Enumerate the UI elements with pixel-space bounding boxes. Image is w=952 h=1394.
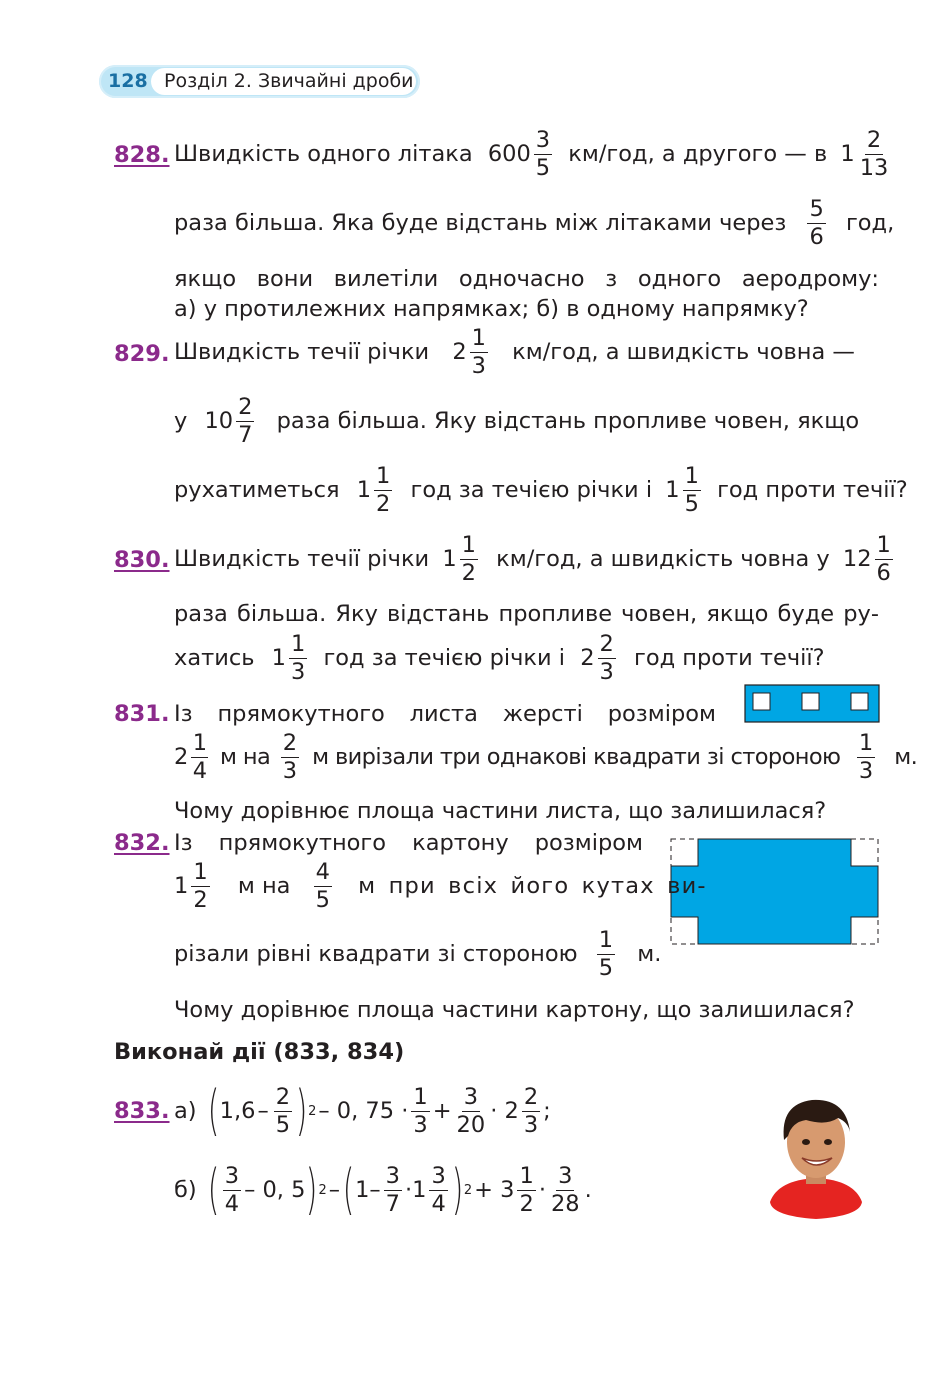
- p830-line1: Швидкість течії річки 1 $\frac{1}{2}$ км/год, а швидкість човна у 12 $\frac{1}{6}$: [174, 532, 891, 586]
- section-title: Розділ 2. Звичайні дроби: [164, 70, 414, 92]
- problem-832-number: 832.: [114, 830, 170, 856]
- problem-829-number: 829.: [114, 341, 170, 367]
- left-eye: [802, 1139, 810, 1145]
- p829-line2: у 10 $\frac{2}{7}$ раза більша. Яку відстань пропливе човен, якщо: [174, 394, 860, 448]
- p831-line2: 2 $\frac{1}{4}$ м на $\frac{2}{3}$ м вирізали три однакові квадрати зі стороною $\frac{1}{3}$ м.: [174, 730, 918, 784]
- p832-line2: 1 $\frac{1}{2}$ м на $\frac{4}{5}$ м при всіх його кутах ви-: [174, 859, 707, 913]
- p829-line3: рухатиметься 1 $\frac{1}{2}$ год за течією річки і 1 $\frac{1}{5}$ год проти течії?: [174, 463, 908, 517]
- p833-b-expression: б) ( $\frac{3}{4}$ – 0, 5 ) 2 – ( 1– $\frac{3}{7}$ ·1 $\frac{3}{4}$ ) 2 + 3 $\frac{1}{2}$ · $\frac{3}{28}$ .: [174, 1158, 592, 1221]
- cut-square-1: [753, 693, 770, 710]
- smiling-boy-illustration: [766, 1092, 866, 1220]
- cut-square-2: [802, 693, 819, 710]
- red-shirt: [770, 1178, 862, 1219]
- p830-line2: раза більша. Яку відстань пропливе човен, якщо буде ру-: [174, 601, 879, 627]
- p828-line2: раза більша. Яка буде відстань між літаками через $\frac{5}{6}$ год,: [174, 196, 895, 250]
- p828-line1: Швидкість одного літака 600 $\frac{3}{5}$ км/год, а другого — в 1 $\frac{2}{13}$: [174, 127, 889, 181]
- p831-line1: Із прямокутного листа жерсті розміром: [174, 701, 716, 727]
- p829-line1: Швидкість течії річки 2 $\frac{1}{3}$ км/год, а швидкість човна —: [174, 325, 855, 379]
- p832-line3: різали рівні квадрати зі стороною $\frac{1}{5}$ м.: [174, 927, 662, 981]
- problem-831-number: 831.: [114, 701, 170, 727]
- p833-a-expression: а) ( 1,6 – $\frac{2}{5}$ ) 2 – 0, 75 · $\frac{1}{3}$ + $\frac{3}{20}$ · 2 $\frac{2}{3}$ ;: [174, 1079, 551, 1142]
- problem-833-number: 833.: [114, 1098, 170, 1124]
- p832-line4: Чому дорівнює площа частини картону, що залишилася?: [174, 997, 855, 1023]
- p828-line3: якщо вони вилетіли одночасно з одного аеродрому:: [174, 266, 879, 292]
- cut-square-3: [851, 693, 868, 710]
- right-eye: [824, 1139, 832, 1145]
- tin-sheet-figure: [744, 684, 880, 724]
- p830-line3: хатись 1 $\frac{1}{3}$ год за течією річки і 2 $\frac{2}{3}$ год проти течії?: [174, 631, 825, 685]
- problem-830-number: 830.: [114, 547, 170, 573]
- p832-line1: Із прямокутного картону розміром: [174, 830, 643, 856]
- p828-line4: а) у протилежних напрямках; б) в одному напрямку?: [174, 296, 809, 322]
- page-number: 128: [108, 70, 148, 92]
- exercise-heading: Виконай дії (833, 834): [114, 1039, 405, 1065]
- p831-line3: Чому дорівнює площа частини листа, що залишилася?: [174, 798, 827, 824]
- problem-828-number: 828.: [114, 142, 170, 168]
